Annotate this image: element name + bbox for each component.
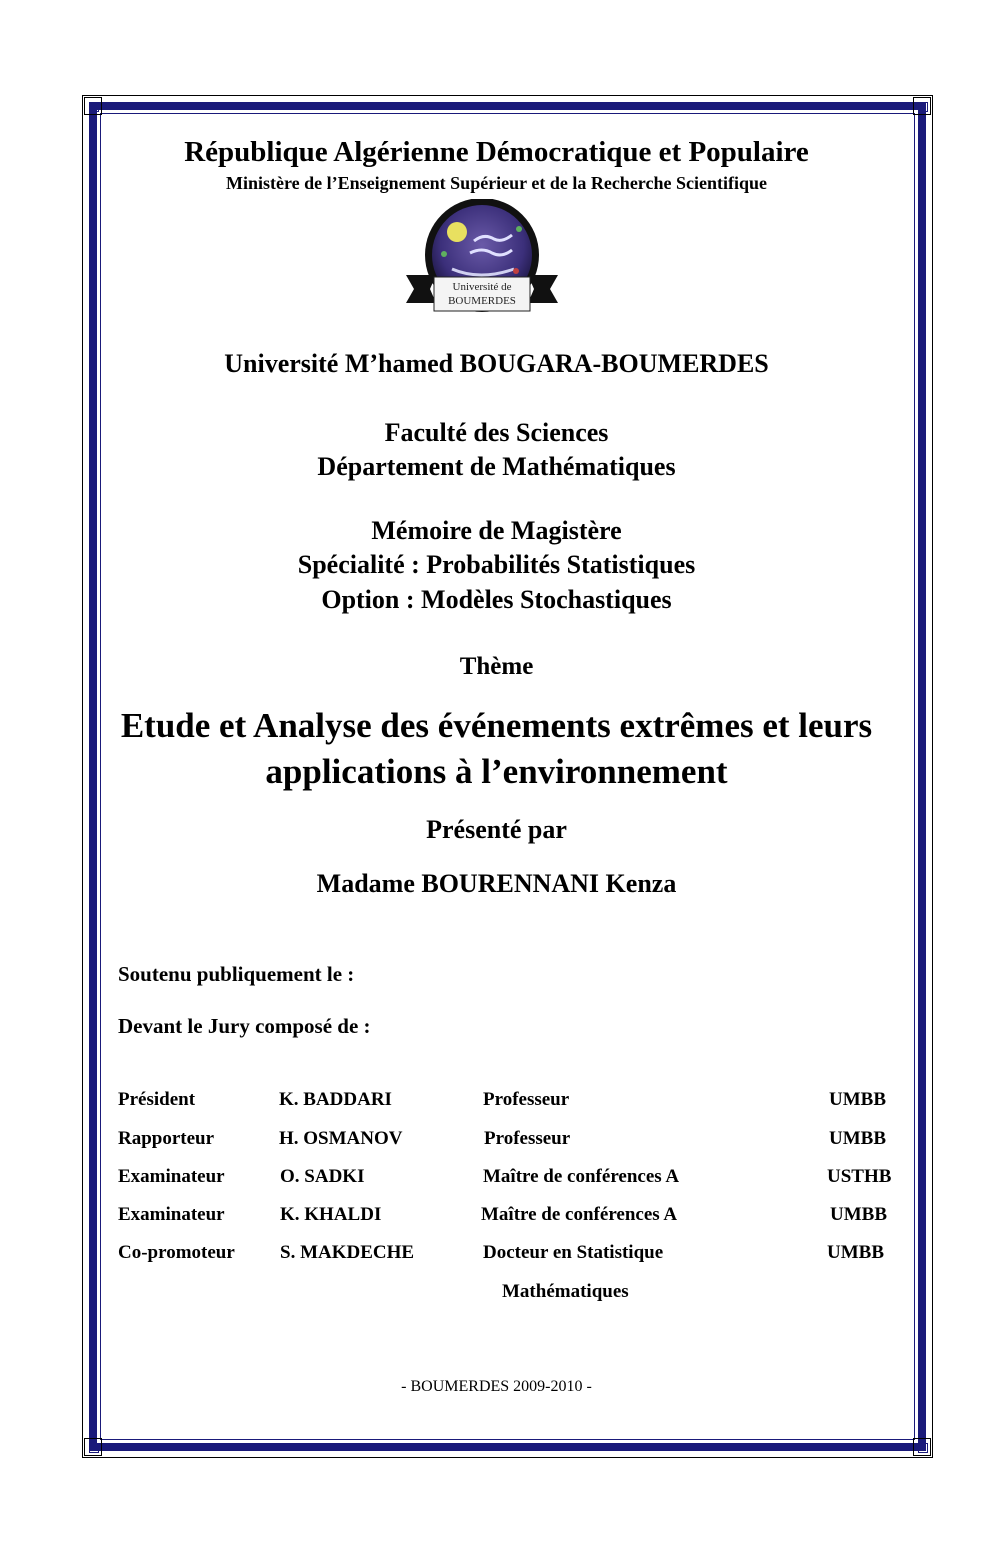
presented-by-label: Présenté par (426, 815, 567, 844)
jury-name: S. MAKDECHE (280, 1242, 415, 1263)
jury-intro: Devant le Jury composé de : (118, 1014, 371, 1038)
jury-title: Docteur en Statistique (483, 1242, 664, 1263)
jury-role: Rapporteur (118, 1128, 215, 1149)
jury-institution: UMBB (830, 1204, 887, 1225)
corner-ornament-top-right (913, 97, 931, 115)
ministry-heading: Ministère de l’Enseignement Supérieur et de la Recherche Scientifique (226, 173, 767, 193)
corner-ornament-bottom-left (84, 1438, 102, 1456)
author-name: Madame BOURENNANI Kenza (316, 869, 677, 898)
jury-institution: UMBB (829, 1128, 886, 1149)
jury-title: Professeur (483, 1089, 570, 1110)
degree-type: Mémoire de Magistère (371, 516, 622, 545)
jury-role: Co-promoteur (118, 1242, 235, 1263)
jury-title-continuation: Mathématiques (502, 1281, 629, 1302)
jury-name: O. SADKI (280, 1166, 365, 1187)
corner-ornament-bottom-right (913, 1438, 931, 1456)
jury-name: H. OSMANOV (279, 1128, 403, 1149)
republic-heading: République Algérienne Démocratique et Populaire (184, 136, 809, 168)
jury-institution: UMBB (829, 1089, 886, 1110)
jury-institution: USTHB (827, 1166, 892, 1187)
footer-place-year: - BOUMERDES 2009-2010 - (401, 1378, 592, 1395)
university-seal-icon (404, 199, 560, 327)
jury-name: K. KHALDI (280, 1204, 382, 1225)
university-name: Université M’hamed BOUGARA-BOUMERDES (224, 349, 769, 378)
logo-text-line2: BOUMERDES (448, 295, 516, 307)
option: Option : Modèles Stochastiques (321, 585, 672, 614)
department-name: Département de Mathématiques (317, 452, 676, 481)
thesis-title-line2: applications à l’environnement (265, 752, 728, 791)
thesis-title-line1: Etude et Analyse des événements extrêmes et leurs (120, 706, 873, 745)
jury-title: Maître de conférences A (481, 1204, 678, 1225)
jury-title: Professeur (484, 1128, 571, 1149)
jury-title: Maître de conférences A (483, 1166, 680, 1187)
corner-ornament-top-left (84, 97, 102, 115)
faculty-name: Faculté des Sciences (384, 418, 609, 447)
jury-role: Examinateur (118, 1204, 225, 1225)
logo-text-line1: Université de (452, 281, 512, 293)
defense-date-label: Soutenu publiquement le : (118, 962, 355, 986)
theme-label: Thème (459, 653, 534, 680)
jury-role: Président (118, 1089, 196, 1110)
jury-institution: UMBB (827, 1242, 884, 1263)
jury-role: Examinateur (118, 1166, 225, 1187)
speciality: Spécialité : Probabilités Statistiques (297, 550, 696, 579)
jury-name: K. BADDARI (279, 1089, 392, 1110)
